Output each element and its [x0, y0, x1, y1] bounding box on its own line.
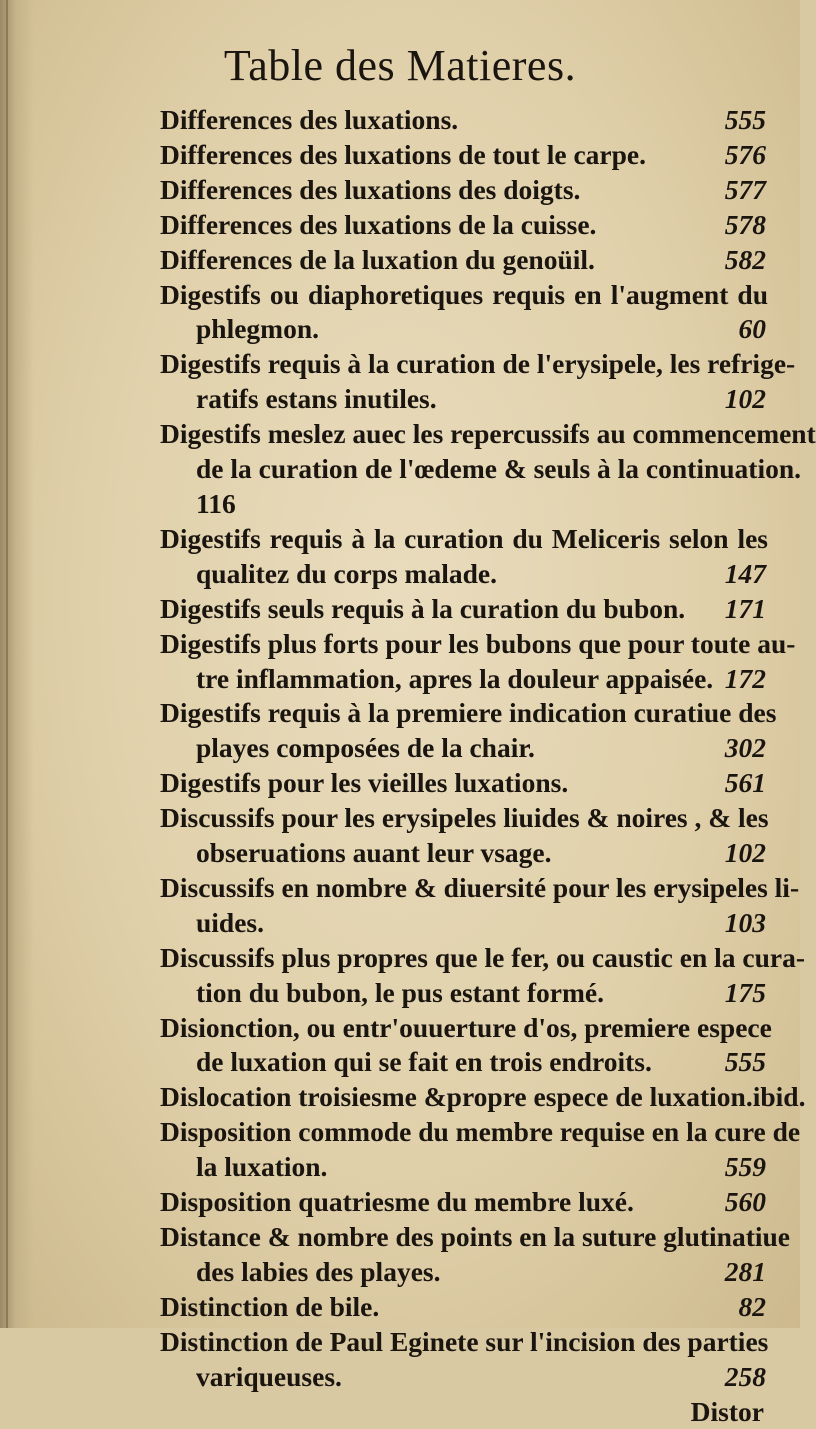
entry-heading-line: Digestifs meslez auec les repercussifs au commencement	[160, 418, 816, 450]
index-entry	[160, 347, 796, 417]
entry-heading-line: Discussifs plus propres que le fer, ou caustic en la cura-	[160, 941, 806, 973]
entry-heading-line: Differences des luxations de tout le carpe.	[160, 138, 647, 170]
entry-continuation-line: ratifs estans inutiles.	[196, 383, 437, 415]
page-number: 578	[724, 208, 766, 240]
index-entry	[160, 1080, 806, 1115]
index-entry	[160, 1290, 768, 1325]
entry-heading-line: Differences de la luxation du genoüil.	[160, 243, 595, 275]
entry-heading-line: Digestifs requis à la premiere indication curatiue des	[160, 697, 777, 729]
index-entry	[160, 522, 768, 592]
entry-continuation-line: de la curation de l'œdeme & seuls à la continuation.	[196, 453, 802, 485]
index-entry	[160, 1185, 768, 1220]
entry-heading-line: Digestifs requis à la curation du Meliceris selon les	[160, 522, 768, 554]
index-entry	[160, 278, 768, 348]
index-entry	[160, 696, 777, 766]
entry-heading-line: Disposition quatriesme du membre luxé.	[160, 1186, 634, 1218]
index-entry	[160, 1325, 768, 1395]
index-entry	[160, 1115, 801, 1185]
page-number: 555	[724, 104, 766, 135]
entry-heading-line: Digestifs plus forts pour les bubons que pour toute au-	[160, 627, 796, 659]
index-entry	[160, 627, 796, 697]
entry-heading-line: Digestifs pour les vieilles luxations.	[160, 767, 569, 799]
entry-heading-line: Distinction de bile.	[160, 1290, 380, 1322]
entry-heading-line: Disposition commode du membre requise en la cure de	[160, 1116, 801, 1148]
page-number: 281	[724, 1255, 766, 1287]
entry-heading-line: Disionction, ou entr'ouuerture d'os, premiere espece	[160, 1011, 772, 1043]
entry-heading-line: Distance & nombre des points en la suture glutinatiue	[160, 1221, 791, 1252]
page-number: 560	[724, 1186, 766, 1218]
page-number: 102	[724, 837, 766, 869]
entry-continuation-line: uides.	[196, 906, 265, 938]
page-number: 555	[724, 1046, 766, 1078]
index-entry	[160, 1220, 791, 1290]
index-entry	[160, 1011, 772, 1081]
index-entry	[160, 941, 806, 1011]
page-number: 60	[738, 313, 766, 345]
index-entries	[160, 103, 816, 1429]
entry-continuation-line: phlegmon.	[196, 313, 320, 345]
index-entry	[160, 173, 768, 208]
entry-heading-line: Differences des luxations des doigts.	[160, 173, 581, 205]
page-title: Table des Matieres.	[223, 41, 577, 90]
page-number: 172	[724, 662, 766, 694]
entry-continuation-line: variqueuses.	[196, 1360, 342, 1392]
entry-continuation-line: tion du bubon, le pus estant formé.	[196, 976, 604, 1008]
index-entry	[160, 103, 768, 138]
entry-continuation-line: tre inflammation, apres la douleur appaisée.	[196, 662, 714, 694]
entry-continuation-line: des labies des playes.	[196, 1255, 441, 1287]
entry-heading-line: Digestifs requis à la curation de l'erysipele, les refrige-	[160, 348, 796, 380]
entry-heading-line: Discussifs en nombre & diuersité pour les erysipeles li-	[160, 871, 800, 903]
page-number: 171	[724, 592, 766, 624]
page-number: 175	[724, 976, 766, 1008]
entry-heading-line: Digestifs seuls requis à la curation du bubon.	[160, 592, 686, 624]
entry-continuation-line: obseruations auant leur vsage.	[196, 837, 552, 869]
index-entry	[160, 208, 768, 243]
entry-continuation-line: 116	[196, 487, 236, 519]
entry-heading-line: Discussifs pour les erysipeles liuides & noires , & les	[160, 802, 769, 834]
index-entry	[160, 592, 768, 627]
page-number: 302	[724, 732, 766, 764]
entry-heading-line: Differences des luxations.	[160, 104, 459, 135]
entry-heading-line: Digestifs ou diaphoretiques requis en l'augment du	[160, 278, 768, 310]
index-entry	[160, 243, 768, 278]
entry-heading-line: Dislocation troisiesme &propre espece de luxation.ibid.	[160, 1081, 806, 1113]
entry-continuation-line: qualitez du corps malade.	[196, 557, 497, 589]
page-number: 582	[724, 243, 766, 275]
index-entry	[160, 138, 768, 173]
page-number: 82	[738, 1290, 766, 1322]
index-entry	[160, 801, 768, 871]
entry-continuation-line: de luxation qui se fait en trois endroits.	[196, 1046, 652, 1078]
page-number: 576	[724, 138, 766, 170]
page-number: 258	[724, 1360, 766, 1392]
index-entry	[160, 417, 816, 522]
page-number: 102	[724, 383, 766, 415]
page-number: 103	[724, 906, 766, 938]
page-edge-line	[6, 0, 8, 1328]
entry-heading-line: Differences des luxations de la cuisse.	[160, 208, 597, 240]
index-entry	[160, 871, 800, 941]
catchword: Distor	[690, 1395, 764, 1427]
entry-continuation-line: la luxation.	[196, 1151, 328, 1183]
page-number: 147	[724, 557, 766, 589]
index-entry	[160, 766, 768, 801]
page-number: 559	[724, 1151, 766, 1183]
page-number: 561	[724, 767, 766, 799]
page-number: 577	[724, 173, 766, 205]
entry-continuation-line: playes composées de la chair.	[196, 732, 535, 764]
entry-heading-line: Distinction de Paul Eginete sur l'incision des parties	[160, 1325, 769, 1357]
